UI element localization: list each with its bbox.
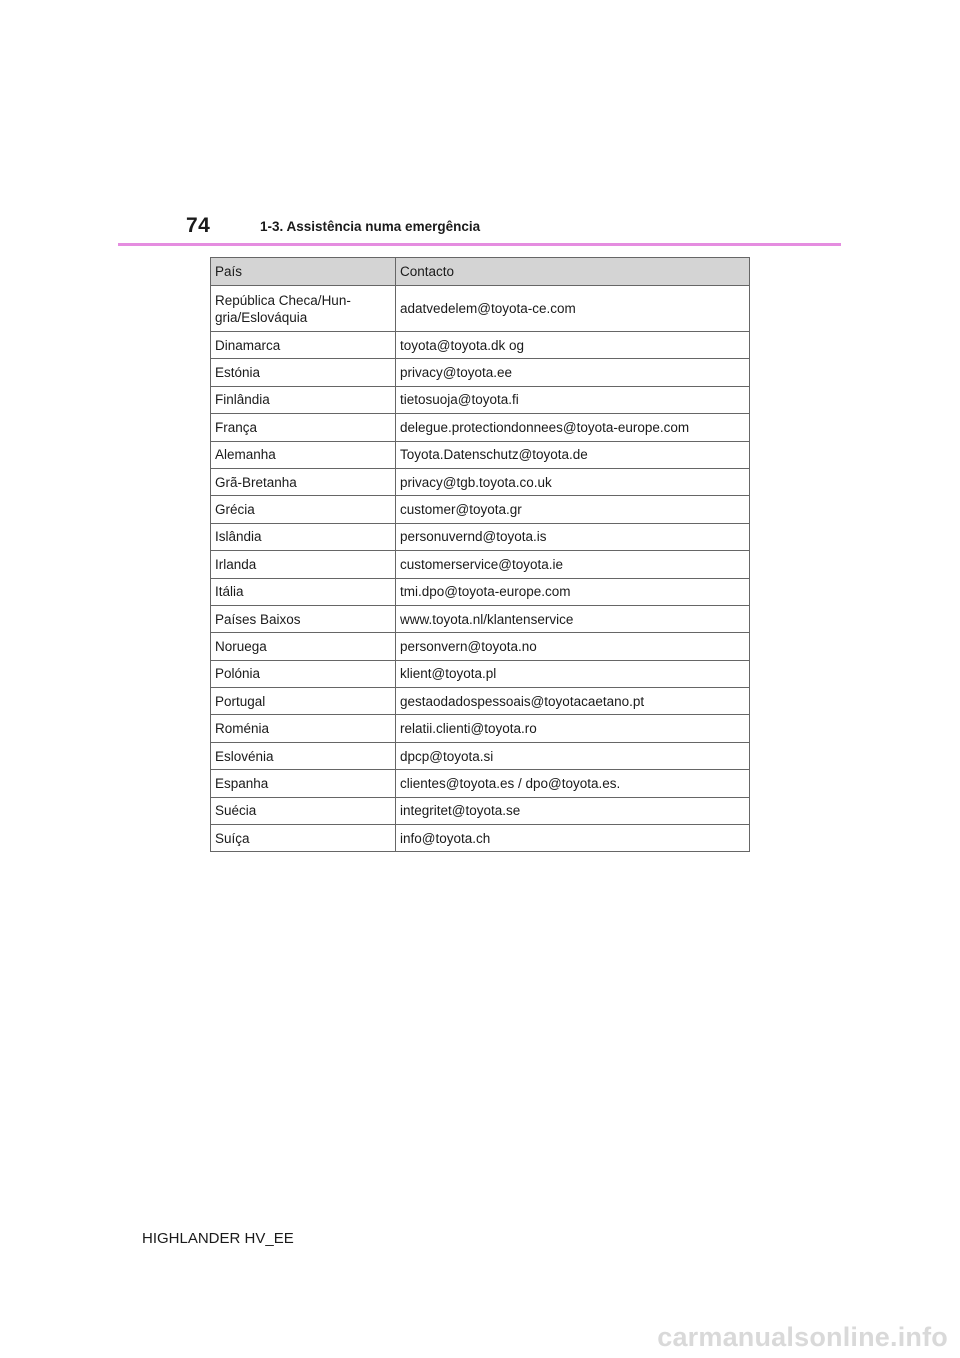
- country-cell: Itália: [211, 578, 396, 605]
- contact-cell: gestaodadospessoais@toyotacaetano.pt: [396, 688, 750, 715]
- table-row: [211, 386, 750, 413]
- country-cell: Islândia: [211, 523, 396, 550]
- table-row: [211, 332, 750, 359]
- country-cell: Países Baixos: [211, 605, 396, 632]
- country-line: gria/Eslováquia: [215, 309, 308, 325]
- table-row: [211, 688, 750, 715]
- country-cell: Polónia: [211, 660, 396, 687]
- table-row: [211, 496, 750, 523]
- country-cell: Roménia: [211, 715, 396, 742]
- table-row: [211, 441, 750, 468]
- country-cell: Espanha: [211, 770, 396, 797]
- contact-cell: personvern@toyota.no: [396, 633, 750, 660]
- table-row: [211, 414, 750, 441]
- table-header-row: [211, 258, 750, 286]
- table-row: [211, 742, 750, 769]
- country-cell: Estónia: [211, 359, 396, 386]
- country-cell: Dinamarca: [211, 332, 396, 359]
- table-row: [211, 578, 750, 605]
- watermark: carmanualsonline.info: [657, 1322, 948, 1352]
- contact-cell: customerservice@toyota.ie: [396, 551, 750, 578]
- contact-cell: privacy@tgb.toyota.co.uk: [396, 468, 750, 495]
- contact-cell: Toyota.Datenschutz@toyota.de: [396, 441, 750, 468]
- table-row: [211, 797, 750, 824]
- table-row: [211, 468, 750, 495]
- table-row: [211, 715, 750, 742]
- contact-cell: privacy@toyota.ee: [396, 359, 750, 386]
- country-cell: Noruega: [211, 633, 396, 660]
- contact-cell: integritet@toyota.se: [396, 797, 750, 824]
- country-cell: Finlândia: [211, 386, 396, 413]
- country-cell: Alemanha: [211, 441, 396, 468]
- contact-cell: adatvedelem@toyota-ce.com: [396, 286, 750, 332]
- contact-cell: info@toyota.ch: [396, 825, 750, 852]
- country-cell: Portugal: [211, 688, 396, 715]
- column-header-contact: Contacto: [396, 258, 750, 286]
- table-row: [211, 825, 750, 852]
- footer-model-name: HIGHLANDER HV_EE: [142, 1230, 294, 1247]
- country-cell: França: [211, 414, 396, 441]
- country-cell: Eslovénia: [211, 742, 396, 769]
- table-row: [211, 523, 750, 550]
- country-cell: Grécia: [211, 496, 396, 523]
- country-line: República Checa/Hun-: [215, 292, 351, 308]
- contacts-table: [210, 257, 750, 852]
- country-cell: Irlanda: [211, 551, 396, 578]
- table-row: [211, 359, 750, 386]
- table-row: [211, 633, 750, 660]
- contact-cell: tietosuoja@toyota.fi: [396, 386, 750, 413]
- contact-cell: customer@toyota.gr: [396, 496, 750, 523]
- country-cell: Suíça: [211, 825, 396, 852]
- page-number: 74: [186, 214, 211, 237]
- column-header-country: País: [211, 258, 396, 286]
- table-row: [211, 551, 750, 578]
- table-row: [211, 770, 750, 797]
- country-cell: [211, 286, 396, 332]
- country-cell: Grã-Bretanha: [211, 468, 396, 495]
- contact-cell: clientes@toyota.es / dpo@toyota.es.: [396, 770, 750, 797]
- table-row: [211, 286, 750, 332]
- country-cell: Suécia: [211, 797, 396, 824]
- section-title: 1-3. Assistência numa emergência: [260, 219, 481, 234]
- contact-cell: relatii.clienti@toyota.ro: [396, 715, 750, 742]
- contact-cell: klient@toyota.pl: [396, 660, 750, 687]
- table-row: [211, 660, 750, 687]
- contact-cell: personuvernd@toyota.is: [396, 523, 750, 550]
- contact-cell: delegue.protectiondonnees@toyota-europe.com: [396, 414, 750, 441]
- contact-cell: tmi.dpo@toyota-europe.com: [396, 578, 750, 605]
- contact-cell: www.toyota.nl/klantenservice: [396, 605, 750, 632]
- contact-cell: dpcp@toyota.si: [396, 742, 750, 769]
- contact-cell: toyota@toyota.dk og: [396, 332, 750, 359]
- table-row: [211, 605, 750, 632]
- header-divider: [118, 243, 841, 246]
